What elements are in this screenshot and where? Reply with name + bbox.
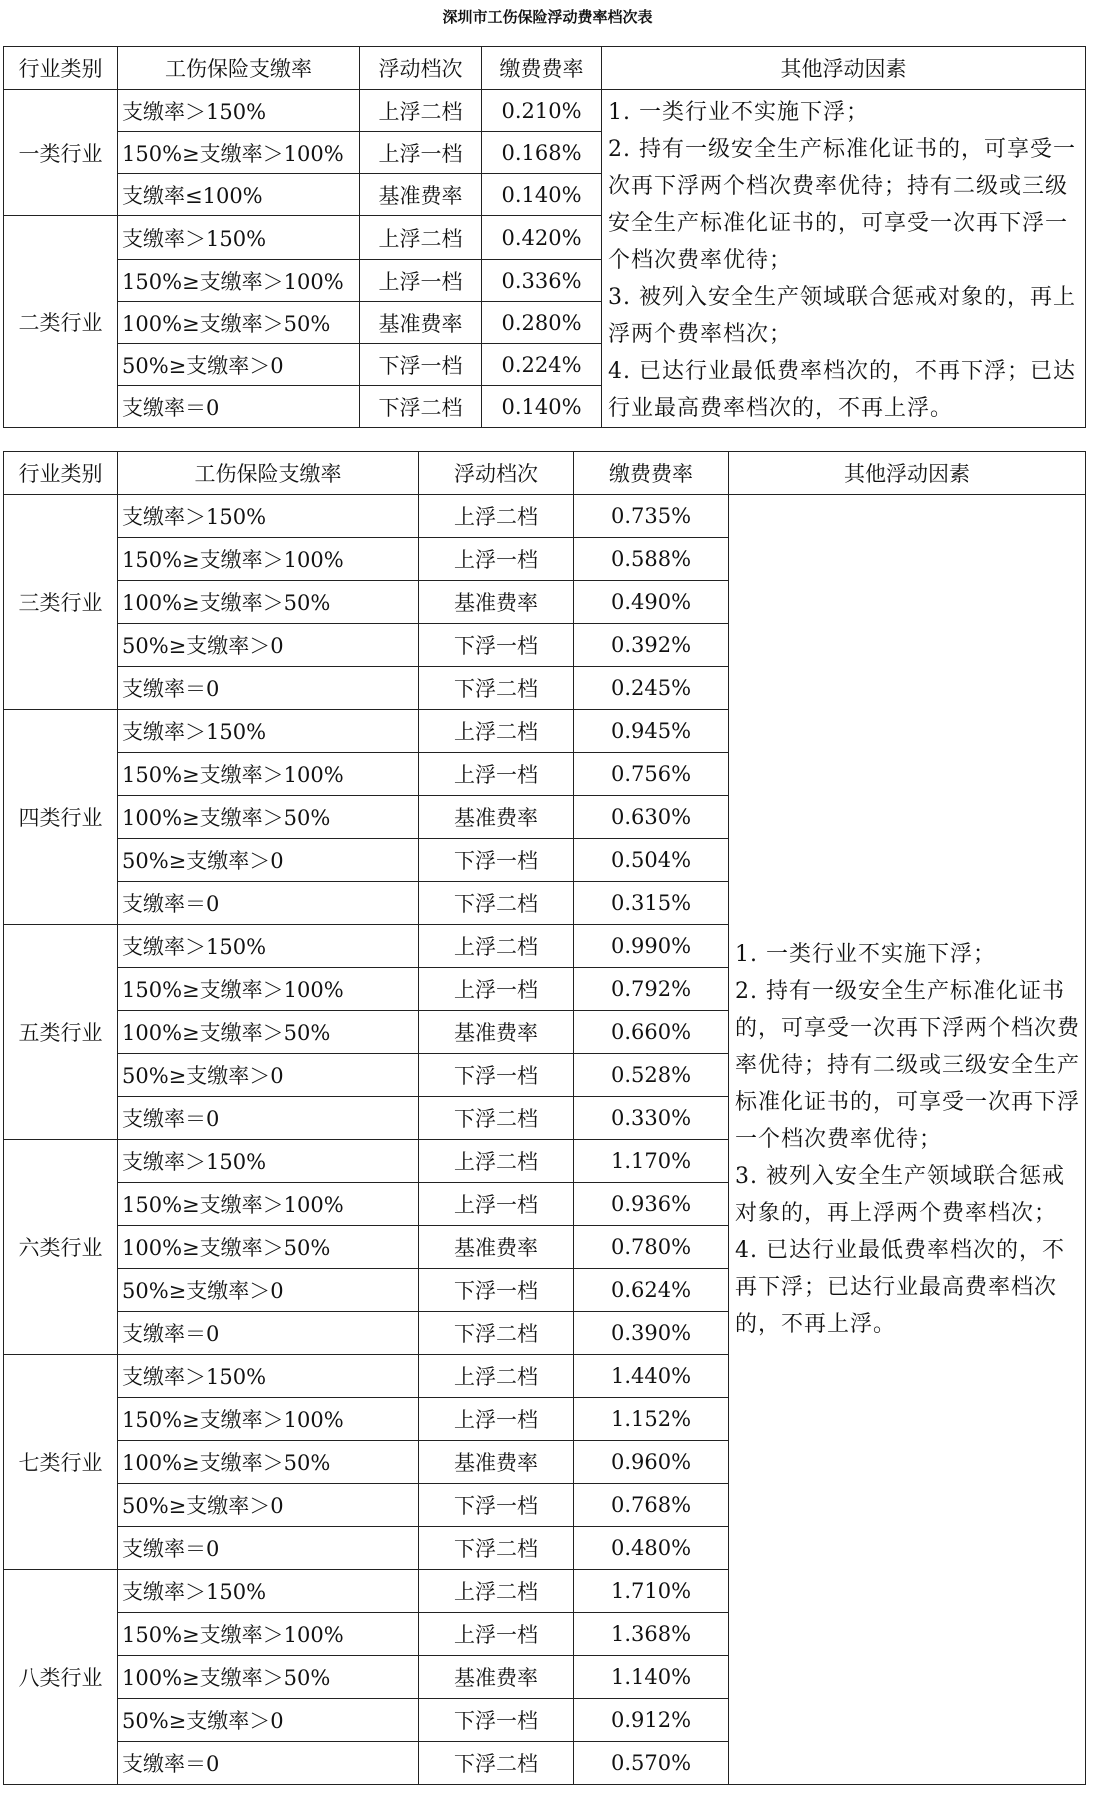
payout-rate-range: 支缴率≤100% (118, 174, 360, 216)
note-item: 3. 被列入安全生产领域联合惩戒对象的，再上浮两个费率档次； (608, 285, 1076, 347)
float-level: 上浮一档 (360, 132, 482, 174)
contribution-rate: 1.170% (574, 1140, 729, 1183)
float-level: 下浮一档 (419, 1269, 574, 1312)
contribution-rate: 0.280% (482, 302, 602, 344)
float-level: 上浮二档 (419, 1355, 574, 1398)
header-other: 其他浮动因素 (602, 47, 1086, 90)
table-row (4, 90, 1086, 132)
contribution-rate: 0.780% (574, 1226, 729, 1269)
float-level: 上浮一档 (419, 1398, 574, 1441)
float-level: 上浮一档 (419, 1183, 574, 1226)
float-level: 下浮一档 (419, 1699, 574, 1742)
contribution-rate: 0.630% (574, 796, 729, 839)
other-factors-notes (729, 495, 1086, 1785)
header-category: 行业类别 (4, 452, 118, 495)
table-header-row (4, 452, 1086, 495)
payout-rate-range: 100%≥支缴率＞50% (118, 796, 419, 839)
contribution-rate: 0.420% (482, 216, 602, 260)
float-level: 下浮二档 (419, 882, 574, 925)
contribution-rate: 0.945% (574, 710, 729, 753)
float-level: 基准费率 (360, 302, 482, 344)
payout-rate-range: 150%≥支缴率＞100% (118, 968, 419, 1011)
table2-body (4, 495, 1086, 1785)
payout-rate-range: 50%≥支缴率＞0 (118, 839, 419, 882)
contribution-rate: 0.336% (482, 260, 602, 302)
note-item: 1. 一类行业不实施下浮； (608, 100, 869, 125)
document-title: 深圳市工伤保险浮动费率档次表 (442, 8, 653, 26)
header-level: 浮动档次 (360, 47, 482, 90)
contribution-rate: 0.990% (574, 925, 729, 968)
header-rate: 工伤保险支缴率 (118, 47, 360, 90)
payout-rate-range: 支缴率＝0 (118, 882, 419, 925)
note-item: 4. 已达行业最低费率档次的，不再下浮；已达行业最高费率档次的，不再上浮。 (608, 359, 1076, 421)
float-level: 上浮一档 (419, 538, 574, 581)
float-level: 基准费率 (419, 1226, 574, 1269)
contribution-rate: 0.504% (574, 839, 729, 882)
industry-category: 六类行业 (4, 1140, 118, 1355)
payout-rate-range: 支缴率＞150% (118, 216, 360, 260)
contribution-rate: 0.660% (574, 1011, 729, 1054)
contribution-rate: 0.792% (574, 968, 729, 1011)
contribution-rate: 1.140% (574, 1656, 729, 1699)
payout-rate-range: 支缴率＝0 (118, 1742, 419, 1785)
float-level: 下浮二档 (419, 1312, 574, 1355)
contribution-rate: 0.624% (574, 1269, 729, 1312)
float-level: 基准费率 (419, 1441, 574, 1484)
contribution-rate: 1.710% (574, 1570, 729, 1613)
float-level: 基准费率 (360, 174, 482, 216)
note-item: 4. 已达行业最低费率档次的，不再下浮；已达行业最高费率档次的，不再上浮。 (735, 1238, 1065, 1337)
payout-rate-range: 支缴率＞150% (118, 1140, 419, 1183)
payout-rate-range: 150%≥支缴率＞100% (118, 538, 419, 581)
rate-table-2 (3, 451, 1086, 1785)
float-level: 上浮一档 (419, 753, 574, 796)
contribution-rate: 0.224% (482, 344, 602, 386)
contribution-rate: 0.210% (482, 90, 602, 132)
payout-rate-range: 100%≥支缴率＞50% (118, 1656, 419, 1699)
float-level: 下浮二档 (419, 667, 574, 710)
industry-category: 一类行业 (4, 90, 118, 216)
rate-table-1 (3, 46, 1086, 428)
contribution-rate: 0.245% (574, 667, 729, 710)
payout-rate-range: 支缴率＞150% (118, 90, 360, 132)
float-level: 上浮一档 (360, 260, 482, 302)
contribution-rate: 0.588% (574, 538, 729, 581)
payout-rate-range: 50%≥支缴率＞0 (118, 1269, 419, 1312)
float-level: 下浮二档 (419, 1097, 574, 1140)
contribution-rate: 0.735% (574, 495, 729, 538)
float-level: 上浮二档 (419, 710, 574, 753)
industry-category: 七类行业 (4, 1355, 118, 1570)
header-other: 其他浮动因素 (729, 452, 1086, 495)
float-level: 上浮一档 (419, 1613, 574, 1656)
float-level: 上浮二档 (419, 1140, 574, 1183)
note-item: 1. 一类行业不实施下浮； (735, 942, 996, 967)
contribution-rate: 0.960% (574, 1441, 729, 1484)
payout-rate-range: 50%≥支缴率＞0 (118, 1484, 419, 1527)
payout-rate-range: 150%≥支缴率＞100% (118, 1183, 419, 1226)
float-level: 上浮二档 (419, 1570, 574, 1613)
contribution-rate: 1.152% (574, 1398, 729, 1441)
industry-category: 五类行业 (4, 925, 118, 1140)
float-level: 上浮二档 (360, 216, 482, 260)
industry-category: 二类行业 (4, 216, 118, 428)
industry-category: 四类行业 (4, 710, 118, 925)
payout-rate-range: 150%≥支缴率＞100% (118, 1398, 419, 1441)
payout-rate-range: 100%≥支缴率＞50% (118, 1226, 419, 1269)
payout-rate-range: 支缴率＝0 (118, 1312, 419, 1355)
contribution-rate: 0.756% (574, 753, 729, 796)
table1-body (4, 90, 1086, 428)
contribution-rate: 0.390% (574, 1312, 729, 1355)
payout-rate-range: 支缴率＝0 (118, 386, 360, 428)
float-level: 上浮二档 (419, 925, 574, 968)
float-level: 基准费率 (419, 1011, 574, 1054)
contribution-rate: 1.440% (574, 1355, 729, 1398)
payout-rate-range: 50%≥支缴率＞0 (118, 344, 360, 386)
float-level: 下浮二档 (360, 386, 482, 428)
contribution-rate: 0.768% (574, 1484, 729, 1527)
contribution-rate: 0.480% (574, 1527, 729, 1570)
payout-rate-range: 支缴率＞150% (118, 495, 419, 538)
note-item: 2. 持有一级安全生产标准化证书的，可享受一次再下浮两个档次费率优待；持有二级或三级安全生产标准化证书的，可享受一次再下浮一个档次费率优待； (608, 137, 1076, 273)
industry-category: 八类行业 (4, 1570, 118, 1785)
header-fee: 缴费费率 (482, 47, 602, 90)
contribution-rate: 0.490% (574, 581, 729, 624)
float-level: 基准费率 (419, 796, 574, 839)
header-fee: 缴费费率 (574, 452, 729, 495)
contribution-rate: 0.168% (482, 132, 602, 174)
contribution-rate: 0.315% (574, 882, 729, 925)
contribution-rate: 0.570% (574, 1742, 729, 1785)
payout-rate-range: 100%≥支缴率＞50% (118, 1441, 419, 1484)
payout-rate-range: 支缴率＞150% (118, 1570, 419, 1613)
float-level: 下浮二档 (419, 1742, 574, 1785)
float-level: 下浮一档 (360, 344, 482, 386)
payout-rate-range: 支缴率＞150% (118, 1355, 419, 1398)
payout-rate-range: 50%≥支缴率＞0 (118, 1054, 419, 1097)
float-level: 下浮一档 (419, 839, 574, 882)
contribution-rate: 0.936% (574, 1183, 729, 1226)
contribution-rate: 1.368% (574, 1613, 729, 1656)
header-rate: 工伤保险支缴率 (118, 452, 419, 495)
payout-rate-range: 50%≥支缴率＞0 (118, 624, 419, 667)
contribution-rate: 0.140% (482, 386, 602, 428)
float-level: 基准费率 (419, 1656, 574, 1699)
other-factors-notes (602, 90, 1086, 428)
note-item: 3. 被列入安全生产领域联合惩戒对象的，再上浮两个费率档次； (735, 1164, 1065, 1226)
float-level: 上浮二档 (360, 90, 482, 132)
table-header-row (4, 47, 1086, 90)
contribution-rate: 0.392% (574, 624, 729, 667)
payout-rate-range: 支缴率＝0 (118, 1527, 419, 1570)
payout-rate-range: 150%≥支缴率＞100% (118, 1613, 419, 1656)
payout-rate-range: 150%≥支缴率＞100% (118, 260, 360, 302)
contribution-rate: 0.912% (574, 1699, 729, 1742)
payout-rate-range: 100%≥支缴率＞50% (118, 581, 419, 624)
float-level: 上浮二档 (419, 495, 574, 538)
contribution-rate: 0.140% (482, 174, 602, 216)
float-level: 下浮一档 (419, 624, 574, 667)
payout-rate-range: 支缴率＝0 (118, 1097, 419, 1140)
payout-rate-range: 支缴率＝0 (118, 667, 419, 710)
payout-rate-range: 150%≥支缴率＞100% (118, 753, 419, 796)
table-row (4, 495, 1086, 538)
payout-rate-range: 100%≥支缴率＞50% (118, 1011, 419, 1054)
header-category: 行业类别 (4, 47, 118, 90)
float-level: 下浮一档 (419, 1054, 574, 1097)
header-level: 浮动档次 (419, 452, 574, 495)
payout-rate-range: 支缴率＞150% (118, 710, 419, 753)
float-level: 上浮一档 (419, 968, 574, 1011)
float-level: 下浮二档 (419, 1527, 574, 1570)
float-level: 下浮一档 (419, 1484, 574, 1527)
contribution-rate: 0.330% (574, 1097, 729, 1140)
float-level: 基准费率 (419, 581, 574, 624)
payout-rate-range: 100%≥支缴率＞50% (118, 302, 360, 344)
contribution-rate: 0.528% (574, 1054, 729, 1097)
payout-rate-range: 支缴率＞150% (118, 925, 419, 968)
payout-rate-range: 150%≥支缴率＞100% (118, 132, 360, 174)
industry-category: 三类行业 (4, 495, 118, 710)
note-item: 2. 持有一级安全生产标准化证书的，可享受一次再下浮两个档次费率优待；持有二级或三级安全生产标准化证书的，可享受一次再下浮一个档次费率优待； (735, 979, 1081, 1152)
payout-rate-range: 50%≥支缴率＞0 (118, 1699, 419, 1742)
